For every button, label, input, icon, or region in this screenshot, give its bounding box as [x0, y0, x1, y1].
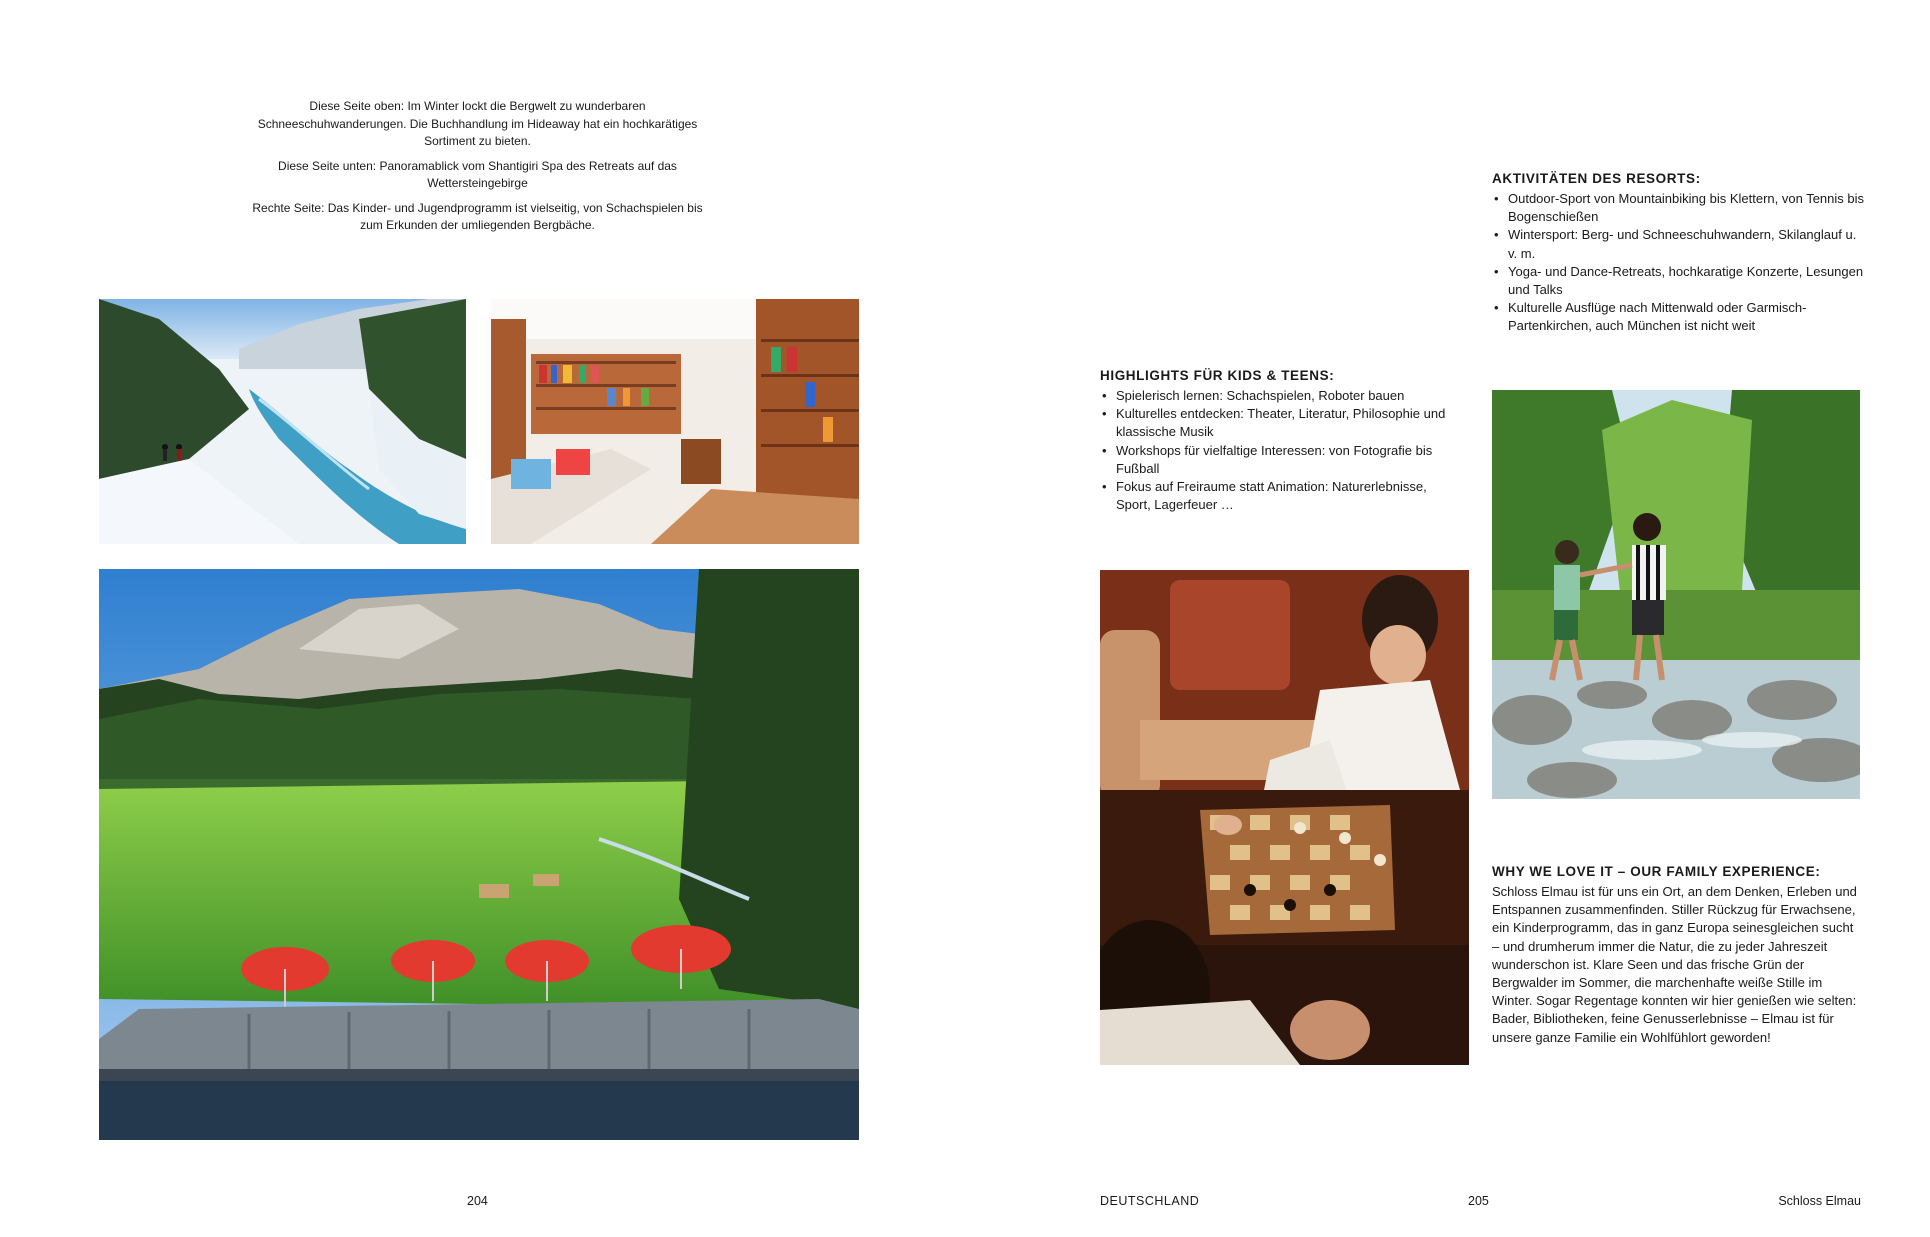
list-item: • Yoga- und Dance-Retreats, hochkaratige Konzerte, Lesungen und Talks — [1492, 263, 1867, 299]
section-label: DEUTSCHLAND — [1100, 1194, 1200, 1208]
photo-panorama-wetterstein — [99, 569, 859, 1140]
resort-activities — [1492, 171, 1867, 336]
highlights-heading: HIGHLIGHTS FÜR KIDS & TEENS: — [1100, 368, 1335, 383]
list-item: • Spielerisch lernen: Schachspielen, Roboter bauen — [1100, 387, 1460, 405]
kids-highlights — [1100, 368, 1460, 514]
list-item: • Workshops für vielfaltige Interessen: von Fotografie bis Fußball — [1100, 442, 1460, 478]
page-number-right: 205 — [1468, 1194, 1489, 1208]
highlights-list — [1100, 387, 1460, 514]
why-heading: WHY WE LOVE IT – OUR FAMILY EXPERIENCE: — [1492, 864, 1821, 879]
list-item: • Kulturelles entdecken: Theater, Literatur, Philosophie und klassische Musik — [1100, 405, 1460, 441]
why-body: Schloss Elmau ist für uns ein Ort, an dem Denken, Erleben und Entspannen zusammenfinden. Stiller Rückzug für Erwachsene, ein Kinderprogramm, das in ganz Europa seinesgleichen sucht – und drumherum immer die Natur, die zu jeder Jahreszeit wunderschon ist. Klare Seen und das frische Grün der Bergwalder im Sommer, die marchenhafte weiße Stille im Winter. Sogar Regentage konnten wir hier genießen wie selten: Bader, Bibliotheken, feine Genusserlebnisse – Elmau ist für unsere ganze Familie ein Wohlfühlort geworden! — [1492, 884, 1857, 1045]
caption-bottom: Diese Seite unten: Panoramablick vom Shantigiri Spa des Retreats auf das Wettersteingebirge — [278, 158, 677, 190]
photo-winter-valley — [99, 299, 466, 544]
page-number-left: 204 — [467, 1194, 488, 1208]
caption-right-page: Rechte Seite: Das Kinder- und Jugendprogramm ist vielseitig, von Schachspielen bis zum Erkunden der umliegenden Bergbäche. — [252, 200, 703, 232]
caption-top: Diese Seite oben: Im Winter lockt die Bergwelt zu wunderbaren Schneeschuhwanderungen. Die Buchhandlung im Hideaway hat ein hochkarätiges Sortiment zu bieten. — [257, 99, 698, 148]
activities-list — [1492, 190, 1867, 336]
activities-heading: AKTIVITÄTEN DES RESORTS: — [1492, 171, 1701, 186]
photo-kids-stream — [1492, 390, 1860, 799]
photo-captions — [240, 98, 715, 242]
list-item: • Kulturelle Ausflüge nach Mittenwald oder Garmisch-Partenkirchen, auch München ist nicht weit — [1492, 299, 1867, 335]
hotel-name: Schloss Elmau — [1778, 1194, 1861, 1208]
photo-bookstore — [491, 299, 859, 544]
list-item: • Wintersport: Berg- und Schneeschuhwandern, Skilanglauf u. v. m. — [1492, 226, 1867, 262]
why-we-love-it — [1492, 864, 1862, 1047]
photo-chess-boy — [1100, 570, 1469, 1065]
list-item: • Fokus auf Freiraume statt Animation: Naturerlebnisse, Sport, Lagerfeuer … — [1100, 478, 1460, 514]
list-item: • Outdoor-Sport von Mountainbiking bis Klettern, von Tennis bis Bogenschießen — [1492, 190, 1867, 226]
